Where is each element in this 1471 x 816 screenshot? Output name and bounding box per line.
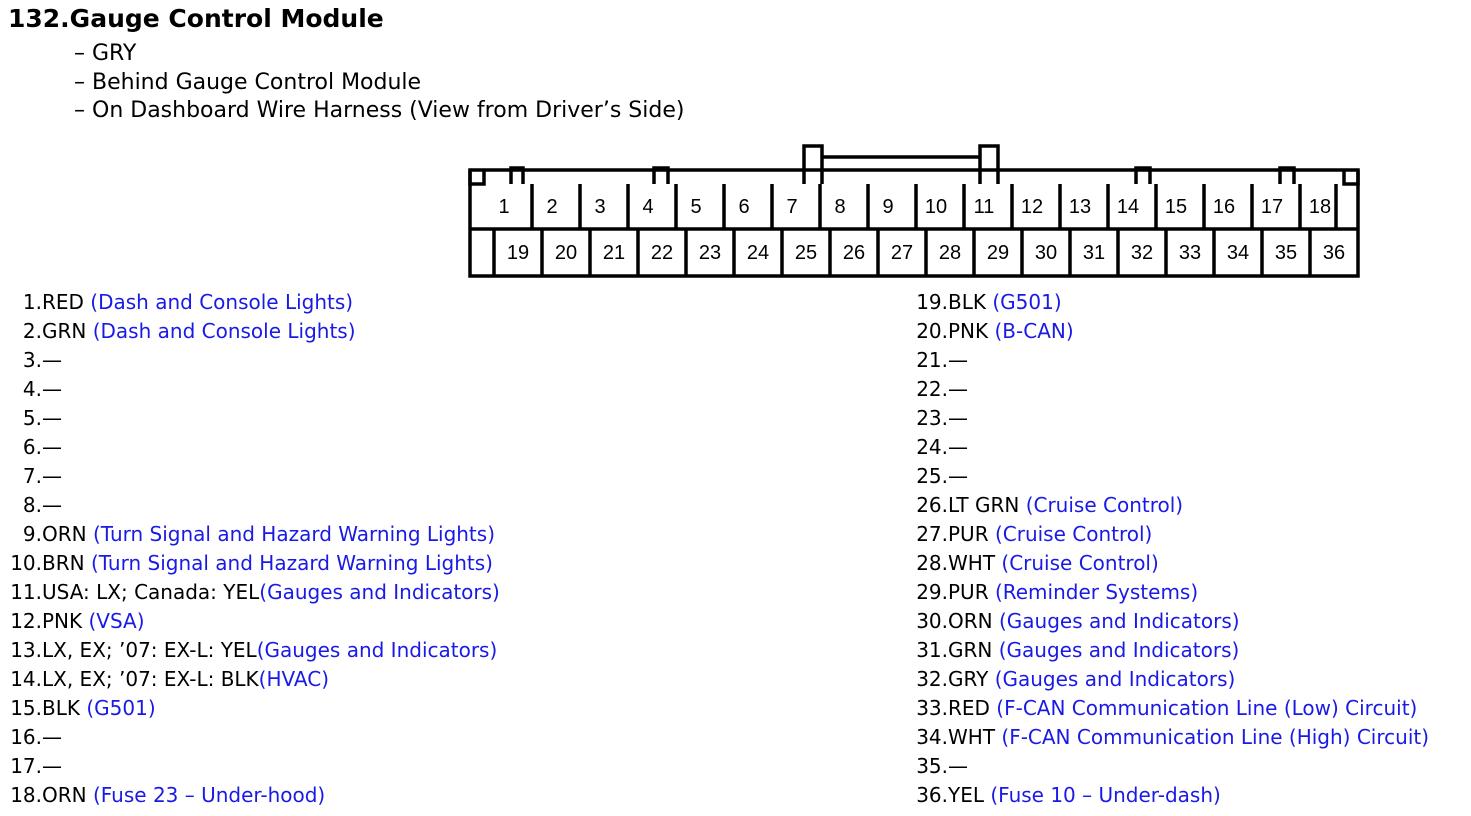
pin-number: 21.: [916, 348, 948, 372]
cavity-number: 16: [1212, 196, 1236, 218]
pin-number: 7.: [22, 464, 42, 488]
circuit-link[interactable]: (Cruise Control): [1025, 493, 1184, 517]
wire-color: LT GRN: [948, 493, 1026, 517]
wire-color: LX, EX; ’07: EX-L: BLK: [42, 667, 259, 691]
circuit-link[interactable]: (F-CAN Communication Line (High) Circuit): [1001, 725, 1430, 749]
pin-number: 20.: [916, 319, 948, 343]
housing-tab: [1344, 170, 1358, 184]
circuit-link[interactable]: (Dash and Console Lights): [92, 319, 356, 343]
circuit-link[interactable]: (Gauges and Indicators): [994, 667, 1236, 691]
cavity-number: 19: [506, 242, 530, 264]
wire-color: PNK: [948, 319, 995, 343]
wire-color: PNK: [42, 609, 89, 633]
pin-row: [8, 375, 500, 404]
circuit-link[interactable]: (G501): [86, 696, 156, 720]
pin-row: [8, 288, 500, 317]
cavity-number: 14: [1116, 196, 1140, 218]
pin-row: [914, 520, 1429, 549]
connector-face-diagram: [462, 138, 1367, 284]
pin-row: [914, 346, 1429, 375]
connector-color: – GRY: [74, 40, 684, 69]
cavity-number: 13: [1068, 196, 1092, 218]
wire-color: ORN: [42, 522, 93, 546]
pin-number: 32.: [916, 667, 948, 691]
wire-color: GRN: [948, 638, 999, 662]
circuit-link[interactable]: (Reminder Systems): [994, 580, 1199, 604]
circuit-link[interactable]: (Dash and Console Lights): [90, 290, 354, 314]
pin-number: 18.: [10, 783, 42, 807]
pin-number: 31.: [916, 638, 948, 662]
pin-row: [914, 607, 1429, 636]
cavity-number: 5: [690, 196, 702, 218]
pin-number: 1.: [22, 290, 42, 314]
pin-number: 10.: [10, 551, 42, 575]
pin-row: [914, 636, 1429, 665]
pin-row: [914, 549, 1429, 578]
wire-color: —: [948, 348, 968, 372]
pin-row: [914, 491, 1429, 520]
pin-number: 17.: [10, 754, 42, 778]
pin-row: [914, 375, 1429, 404]
connector-harness: – On Dashboard Wire Harness (View from Driver’s Side): [74, 97, 684, 126]
wire-color: BLK: [42, 696, 87, 720]
pin-number: 27.: [916, 522, 948, 546]
cavity-number: 10: [924, 196, 948, 218]
pin-number: 5.: [22, 406, 42, 430]
circuit-link[interactable]: (B-CAN): [994, 319, 1074, 343]
cavity-number: 4: [642, 196, 654, 218]
circuit-link[interactable]: (Cruise Control): [1001, 551, 1159, 575]
pin-number: 2.: [22, 319, 42, 343]
wire-color: —: [42, 754, 62, 778]
wire-color: RED: [42, 290, 91, 314]
wire-color: —: [42, 348, 62, 372]
wire-color: GRY: [948, 667, 995, 691]
cavity-number: 32: [1130, 242, 1154, 264]
pin-row: [8, 781, 500, 810]
pin-number: 15.: [10, 696, 42, 720]
pin-number: 28.: [916, 551, 948, 575]
cavity-number: 24: [746, 242, 770, 264]
cavity-number: 20: [554, 242, 578, 264]
pin-number: 13.: [10, 638, 42, 662]
circuit-link[interactable]: (Turn Signal and Hazard Warning Lights): [90, 551, 493, 575]
cavity-number: 1: [498, 196, 510, 218]
wire-color: PUR: [948, 522, 995, 546]
pin-row: [8, 549, 500, 578]
latch-post: [980, 146, 998, 184]
cavity-number: 33: [1178, 242, 1202, 264]
cavity-number: 29: [986, 242, 1010, 264]
pin-row: [914, 752, 1429, 781]
circuit-link[interactable]: (Fuse 23 – Under-hood): [92, 783, 326, 807]
wire-color: —: [948, 435, 968, 459]
wire-color: ORN: [42, 783, 93, 807]
wire-color: —: [948, 464, 968, 488]
connector-location: – Behind Gauge Control Module: [74, 69, 684, 98]
pin-number: 11.: [10, 580, 42, 604]
circuit-link[interactable]: (Gauges and Indicators): [259, 580, 500, 604]
cavity-number: 11: [973, 196, 995, 218]
cavity-number: 35: [1274, 242, 1298, 264]
pin-row: [8, 636, 500, 665]
wire-color: RED: [948, 696, 997, 720]
pin-list-right: [914, 288, 1429, 810]
pin-number: 16.: [10, 725, 42, 749]
wire-color: BLK: [948, 290, 993, 314]
wire-color: GRN: [42, 319, 93, 343]
circuit-link[interactable]: (VSA): [88, 609, 145, 633]
wire-color: WHT: [948, 725, 1002, 749]
pin-row: [914, 404, 1429, 433]
cavity-number: 8: [834, 196, 846, 218]
cavity-number: 27: [890, 242, 914, 264]
wire-color: YEL: [948, 783, 991, 807]
pin-number: 35.: [916, 754, 948, 778]
wire-color: —: [42, 725, 62, 749]
pin-row: [8, 578, 500, 607]
pin-row: [8, 346, 500, 375]
cavity-number: 26: [842, 242, 866, 264]
pin-number: 24.: [916, 435, 948, 459]
pin-row: [914, 723, 1429, 752]
cavity-number: 17: [1260, 196, 1284, 218]
cavity-number: 2: [546, 196, 558, 218]
cavity-number: 12: [1020, 196, 1044, 218]
cavity-number: 31: [1082, 242, 1106, 264]
pin-number: 4.: [22, 377, 42, 401]
housing-tab: [470, 170, 484, 184]
pin-row: [8, 404, 500, 433]
cavity-number: 3: [594, 196, 606, 218]
wire-color: —: [948, 406, 968, 430]
pin-row: [8, 694, 500, 723]
wire-color: —: [42, 377, 62, 401]
pin-number: 8.: [22, 493, 42, 517]
cavity-number: 36: [1322, 242, 1346, 264]
wire-color: —: [948, 377, 968, 401]
cavity-number: 9: [882, 196, 894, 218]
pin-row: [8, 462, 500, 491]
pin-number: 34.: [916, 725, 948, 749]
connector-title: 132.Gauge Control Module: [8, 4, 384, 33]
wire-color: —: [42, 435, 62, 459]
pin-row: [8, 433, 500, 462]
pin-number: 22.: [916, 377, 948, 401]
pin-row: [914, 578, 1429, 607]
connector-info-list: [74, 40, 684, 126]
pin-number: 36.: [916, 783, 948, 807]
pin-number: 26.: [916, 493, 948, 517]
cavity-number: 23: [698, 242, 722, 264]
pin-row: [8, 520, 500, 549]
cavity-number: 34: [1226, 242, 1250, 264]
pin-row: [8, 723, 500, 752]
pin-row: [8, 665, 500, 694]
wire-color: —: [42, 464, 62, 488]
cavity-number: 30: [1034, 242, 1058, 264]
circuit-link[interactable]: (Fuse 10 – Under-dash): [990, 783, 1221, 807]
pin-row: [914, 781, 1429, 810]
pin-number: 25.: [916, 464, 948, 488]
circuit-link[interactable]: (HVAC): [258, 667, 330, 691]
cavity-number: 7: [786, 196, 798, 218]
pin-number: 23.: [916, 406, 948, 430]
circuit-link[interactable]: (Turn Signal and Hazard Warning Lights): [92, 522, 495, 546]
pin-row: [914, 433, 1429, 462]
wire-color: LX, EX; ’07: EX-L: YEL: [42, 638, 257, 662]
circuit-link[interactable]: (G501): [992, 290, 1062, 314]
cavity-number: 25: [794, 242, 818, 264]
circuit-link[interactable]: (Cruise Control): [994, 522, 1153, 546]
pin-row: [8, 607, 500, 636]
pin-row: [8, 491, 500, 520]
cavity-number: 6: [738, 196, 750, 218]
pin-number: 29.: [916, 580, 948, 604]
pin-row: [914, 462, 1429, 491]
pin-row: [914, 694, 1429, 723]
circuit-link[interactable]: (Gauges and Indicators): [998, 638, 1240, 662]
wire-color: ORN: [948, 609, 999, 633]
pin-number: 12.: [10, 609, 42, 633]
pin-row: [8, 752, 500, 781]
wire-color: —: [948, 754, 968, 778]
circuit-link[interactable]: (Gauges and Indicators): [256, 638, 498, 662]
pin-number: 30.: [916, 609, 948, 633]
pin-number: 19.: [916, 290, 948, 314]
cavity-number: 22: [650, 242, 674, 264]
cavity-number: 28: [938, 242, 962, 264]
pin-row: [914, 288, 1429, 317]
pin-number: 9.: [22, 522, 42, 546]
cavity-number: 15: [1164, 196, 1188, 218]
wire-color: WHT: [948, 551, 1002, 575]
pin-row: [914, 317, 1429, 346]
pin-number: 33.: [916, 696, 948, 720]
pin-number: 14.: [10, 667, 42, 691]
pin-row: [914, 665, 1429, 694]
cavity-number: 21: [602, 242, 626, 264]
pin-row: [8, 317, 500, 346]
pin-number: 3.: [22, 348, 42, 372]
circuit-link[interactable]: (F-CAN Communication Line (Low) Circuit): [996, 696, 1418, 720]
pin-list-left: [8, 288, 500, 810]
latch-post: [804, 146, 822, 184]
circuit-link[interactable]: (Gauges and Indicators): [998, 609, 1240, 633]
wire-color: —: [42, 406, 62, 430]
wire-color: —: [42, 493, 62, 517]
pin-number: 6.: [22, 435, 42, 459]
wire-color: BRN: [42, 551, 91, 575]
wire-color: PUR: [948, 580, 995, 604]
cavity-number: 18: [1308, 196, 1332, 218]
wire-color: USA: LX; Canada: YEL: [42, 580, 260, 604]
